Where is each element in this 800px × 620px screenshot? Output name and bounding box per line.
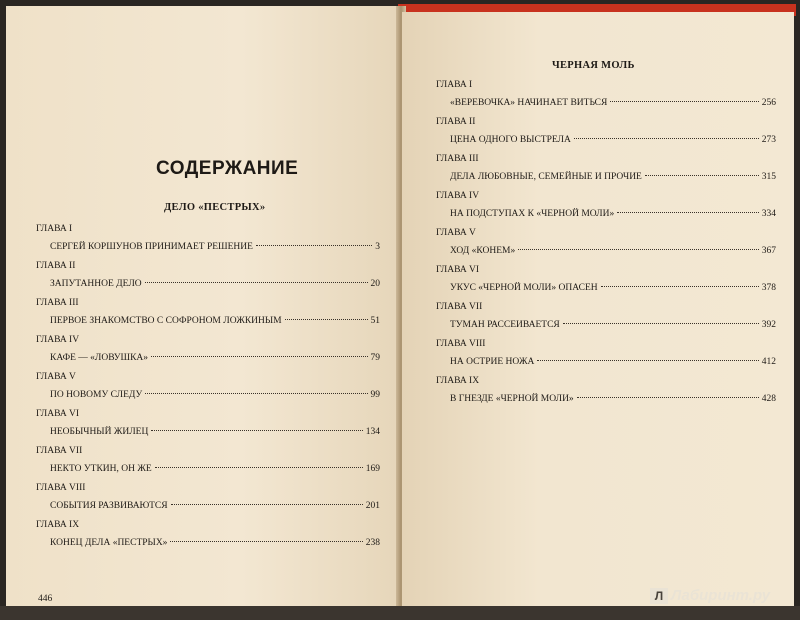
- leader-dots: [645, 175, 759, 176]
- chapter-title: КАФЕ — «ЛОВУШКА»: [50, 353, 149, 363]
- leader-dots: [563, 323, 759, 324]
- leader-dots: [155, 467, 363, 468]
- chapter-label: ГЛАВА II: [36, 261, 76, 271]
- page-number: 446: [38, 594, 53, 604]
- leader-dots: [170, 541, 362, 542]
- chapter-label: ГЛАВА IX: [436, 376, 480, 386]
- leader-dots: [617, 212, 759, 213]
- page-ref: 134: [365, 427, 380, 437]
- chapter-label: ГЛАВА II: [436, 117, 476, 127]
- chapter-title: ЦЕНА ОДНОГО ВЫСТРЕЛА: [450, 135, 571, 145]
- page-ref: 51: [370, 316, 380, 326]
- leader-dots: [285, 319, 368, 320]
- chapter-title: ПО НОВОМУ СЛЕДУ: [50, 390, 143, 400]
- chapter-label: ГЛАВА VIII: [436, 339, 486, 349]
- leader-dots: [256, 245, 372, 246]
- page-ref: 315: [761, 172, 776, 182]
- chapter-label: ГЛАВА IV: [436, 191, 480, 201]
- chapter-title: ПЕРВОЕ ЗНАКОМСТВО С СОФРОНОМ ЛОЖКИНЫМ: [50, 316, 282, 326]
- leader-dots: [574, 138, 759, 139]
- section-title-black-moth: ЧЕРНАЯ МОЛЬ: [552, 60, 635, 71]
- chapter-title: НА ОСТРИЕ НОЖА: [450, 357, 535, 367]
- page-ref: 3: [375, 242, 380, 252]
- chapter-label: ГЛАВА I: [36, 224, 73, 234]
- chapter-title: ХОД «КОНЕМ»: [450, 246, 516, 256]
- chapter-title: НЕОБЫЧНЫЙ ЖИЛЕЦ: [50, 427, 149, 437]
- chapter-label: ГЛАВА III: [436, 154, 479, 164]
- page-ref: 256: [761, 98, 776, 108]
- chapter-title: «ВЕРЕВОЧКА» НАЧИНАЕТ ВИТЬСЯ: [450, 98, 608, 108]
- contents-title: СОДЕРЖАНИЕ: [156, 158, 299, 179]
- chapter-title: НА ПОДСТУПАХ К «ЧЕРНОЙ МОЛИ»: [450, 209, 615, 219]
- site-watermark: [650, 587, 770, 604]
- chapter-label: ГЛАВА I: [436, 80, 473, 90]
- leader-dots: [577, 397, 759, 398]
- chapter-title: В ГНЕЗДЕ «ЧЕРНОЙ МОЛИ»: [450, 394, 574, 404]
- page-ref: 428: [761, 394, 776, 404]
- chapter-title: КОНЕЦ ДЕЛА «ПЕСТРЫХ»: [50, 538, 168, 548]
- chapter-label: ГЛАВА VII: [436, 302, 483, 312]
- section-title-pestrykh: ДЕЛО «ПЕСТРЫХ»: [164, 202, 266, 213]
- left-page: [6, 6, 398, 608]
- chapter-title: СОБЫТИЯ РАЗВИВАЮТСЯ: [50, 501, 168, 511]
- chapter-title: СЕРГЕЙ КОРШУНОВ ПРИНИМАЕТ РЕШЕНИЕ: [50, 242, 253, 252]
- page-ref: 412: [761, 357, 776, 367]
- chapter-title: НЕКТО УТКИН, ОН ЖЕ: [50, 464, 152, 474]
- leader-dots: [145, 393, 367, 394]
- chapter-label: ГЛАВА VIII: [36, 483, 86, 493]
- leader-dots: [518, 249, 759, 250]
- page-ref: 201: [365, 501, 380, 511]
- page-ref: 238: [365, 538, 380, 548]
- labirint-logo-icon: Л: [650, 588, 668, 604]
- book-bottom-edge: [0, 606, 800, 620]
- page-ref: 392: [761, 320, 776, 330]
- chapter-label: ГЛАВА V: [436, 228, 476, 238]
- leader-dots: [610, 101, 758, 102]
- right-page: [402, 12, 794, 608]
- leader-dots: [151, 430, 362, 431]
- chapter-label: ГЛАВА IX: [36, 520, 80, 530]
- page-ref: 273: [761, 135, 776, 145]
- chapter-title: ДЕЛА ЛЮБОВНЫЕ, СЕМЕЙНЫЕ И ПРОЧИЕ: [450, 172, 642, 182]
- page-ref: 169: [365, 464, 380, 474]
- page-ref: 20: [370, 279, 380, 289]
- chapter-title: ЗАПУТАННОЕ ДЕЛО: [50, 279, 142, 289]
- leader-dots: [537, 360, 758, 361]
- chapter-label: ГЛАВА VI: [436, 265, 480, 275]
- chapter-label: ГЛАВА V: [36, 372, 76, 382]
- page-ref: 334: [761, 209, 776, 219]
- watermark-text: Лабиринт.ру: [671, 587, 771, 604]
- page-ref: 99: [370, 390, 380, 400]
- page-ref: 367: [761, 246, 776, 256]
- leader-dots: [151, 356, 367, 357]
- leader-dots: [171, 504, 363, 505]
- page-ref: 79: [370, 353, 380, 363]
- chapter-label: ГЛАВА VII: [36, 446, 83, 456]
- chapter-title: ТУМАН РАССЕИВАЕТСЯ: [450, 320, 560, 330]
- chapter-label: ГЛАВА VI: [36, 409, 80, 419]
- chapter-title: УКУС «ЧЕРНОЙ МОЛИ» ОПАСЕН: [450, 283, 598, 293]
- leader-dots: [145, 282, 368, 283]
- leader-dots: [601, 286, 759, 287]
- page-ref: 378: [761, 283, 776, 293]
- chapter-label: ГЛАВА III: [36, 298, 79, 308]
- chapter-label: ГЛАВА IV: [36, 335, 80, 345]
